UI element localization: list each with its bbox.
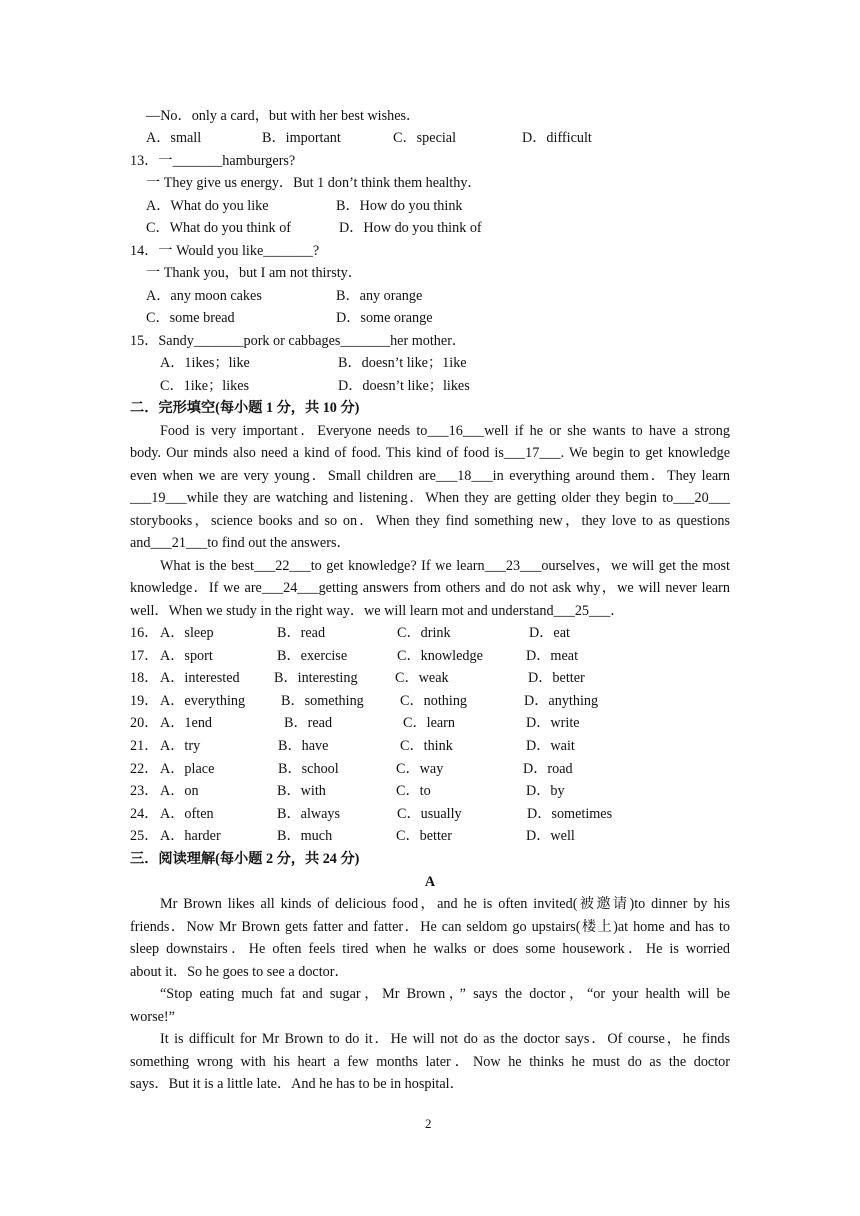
choice-option-c: C．nothing <box>400 693 468 709</box>
choice-option-b: B．much <box>277 828 333 844</box>
q15-option-c: C．1ike；likes <box>160 378 250 394</box>
choice-option-d: D．eat <box>529 625 570 641</box>
choice-option-b: B．read <box>277 625 326 641</box>
choice-option-a: A．sport <box>160 648 213 664</box>
choice-number: 24． <box>130 806 159 822</box>
choice-option-d: D．meat <box>526 648 579 664</box>
q14-reply: 一 Thank you，but I am not thirsty． <box>146 265 362 281</box>
choice-option-a: A．interested <box>160 670 240 686</box>
choice-option-a: A．on <box>160 783 199 799</box>
q15-stem: 15．Sandy_______pork or cabbages_______her mother． <box>130 333 467 349</box>
choice-option-a: A．sleep <box>160 625 214 641</box>
choice-option-d: D．road <box>523 761 573 777</box>
q13-option-c: C．What do you think of <box>146 220 292 236</box>
section3-heading: 三．阅读理解(每小题 2 分，共 24 分) <box>130 851 360 867</box>
choice-option-d: D．better <box>528 670 585 686</box>
cloze-line: and___21___to find out the answers． <box>130 535 351 551</box>
q15-option-d: D．doesn’t like；likes <box>338 378 470 394</box>
choice-option-b: B．something <box>281 693 364 709</box>
passage-line: Mr Brown likes all kinds of delicious food，and he is often invited(被邀请)to dinner by his <box>160 896 730 912</box>
q12-option-a: A．small <box>146 130 202 146</box>
q13-option-b: B．How do you think <box>336 198 463 214</box>
choice-option-c: C．better <box>396 828 452 844</box>
choice-option-b: B．exercise <box>277 648 348 664</box>
passage-line: friends．Now Mr Brown gets fatter and fatter．He can seldom go upstairs(楼上)at home and has to <box>130 919 730 935</box>
passage-line: about it．So he goes to see a doctor． <box>130 964 349 980</box>
choice-option-d: D．by <box>526 783 565 799</box>
choice-option-b: B．interesting <box>274 670 358 686</box>
passage-line: sleep downstairs．He often feels tired when he walks or does some housework．He is worried <box>130 941 730 957</box>
cloze-line: body. Our minds also need a kind of food. This kind of food is___17___. We begin to get knowledge <box>130 445 730 461</box>
choice-option-c: C．weak <box>395 670 449 686</box>
cloze-line: storybooks，science books and so on．When they find something new，they love to as questions <box>130 513 730 529</box>
choice-option-d: D．write <box>526 715 580 731</box>
page-number: 2 <box>425 1116 432 1131</box>
choice-option-d: D．sometimes <box>527 806 613 822</box>
passage-line: It is difficult for Mr Brown to do it．He will not do as the doctor says．Of course，he finds <box>160 1031 730 1047</box>
q14-stem: 14．一 Would you like_______? <box>130 243 320 259</box>
q13-reply: 一 They give us energy．But 1 don’t think them healthy． <box>146 175 482 191</box>
choice-option-a: A．everything <box>160 693 246 709</box>
choice-option-a: A．1end <box>160 715 213 731</box>
choice-number: 19． <box>130 693 159 709</box>
choice-option-b: B．with <box>277 783 326 799</box>
q13-option-d: D．How do you think of <box>339 220 482 236</box>
choice-option-c: C．think <box>400 738 453 754</box>
choice-option-c: C．usually <box>397 806 462 822</box>
choice-option-c: C．to <box>396 783 431 799</box>
q15-option-a: A．1ikes；like <box>160 355 250 371</box>
choice-option-c: C．way <box>396 761 444 777</box>
choice-option-b: B．read <box>284 715 333 731</box>
choice-option-a: A．try <box>160 738 201 754</box>
choice-number: 25． <box>130 828 159 844</box>
cloze-line: well．When we study in the right way．we will learn mot and understand___25___． <box>130 603 625 619</box>
q14-option-d: D．some orange <box>336 310 433 326</box>
passage-line: “Stop eating much fat and sugar，Mr Brown，” says the doctor，“or your health will be <box>160 986 730 1002</box>
choice-number: 22． <box>130 761 159 777</box>
passage-line: something wrong with his heart a few months later．Now he thinks he must do as the doctor <box>130 1054 730 1070</box>
passage-line: worse!” <box>130 1009 175 1025</box>
choice-option-a: A．often <box>160 806 214 822</box>
q12-option-c: C．special <box>393 130 457 146</box>
choice-number: 20． <box>130 715 159 731</box>
cloze-line: ___19___while they are watching and listening．When they are getting older they begin to___20___ <box>130 490 730 506</box>
choice-option-c: C．drink <box>397 625 451 641</box>
q13-stem: 13．一_______hamburgers? <box>130 153 296 169</box>
passage-line: says．But it is a little late．And he has to be in hospital． <box>130 1076 464 1092</box>
choice-option-d: D．wait <box>526 738 575 754</box>
q12-option-d: D．difficult <box>522 130 592 146</box>
choice-option-a: A．harder <box>160 828 221 844</box>
choice-option-d: D．well <box>526 828 575 844</box>
choice-option-a: A．place <box>160 761 215 777</box>
choice-number: 16． <box>130 625 159 641</box>
cloze-line: What is the best___22___to get knowledge? If we learn___23___ourselves，we will get the most <box>160 558 730 574</box>
choice-number: 21． <box>130 738 159 754</box>
q14-option-a: A．any moon cakes <box>146 288 262 304</box>
choice-option-d: D．anything <box>524 693 599 709</box>
choice-option-c: C．learn <box>403 715 456 731</box>
choice-number: 18． <box>130 670 159 686</box>
choice-number: 17． <box>130 648 159 664</box>
cloze-line: knowledge．If we are___24___getting answers from others and do not ask why，we will never learn <box>130 580 730 596</box>
cloze-line: even when we are very young．Small children are___18___in everything around them．They learn <box>130 468 730 484</box>
passage-label: A <box>424 874 436 890</box>
q14-option-b: B．any orange <box>336 288 423 304</box>
section2-heading: 二．完形填空(每小题 1 分，共 10 分) <box>130 400 360 416</box>
choice-number: 23． <box>130 783 159 799</box>
q12-reply: —No．only a card，but with her best wishes． <box>146 108 421 124</box>
q12-option-b: B．important <box>262 130 341 146</box>
q15-option-b: B．doesn’t like；1ike <box>338 355 467 371</box>
q13-option-a: A．What do you like <box>146 198 269 214</box>
choice-option-b: B．school <box>278 761 339 777</box>
choice-option-c: C．knowledge <box>397 648 483 664</box>
choice-option-b: B．have <box>278 738 329 754</box>
cloze-line: Food is very important．Everyone needs to___16___well if he or she wants to have a strong <box>160 423 730 439</box>
q14-option-c: C．some bread <box>146 310 235 326</box>
choice-option-b: B．always <box>277 806 341 822</box>
